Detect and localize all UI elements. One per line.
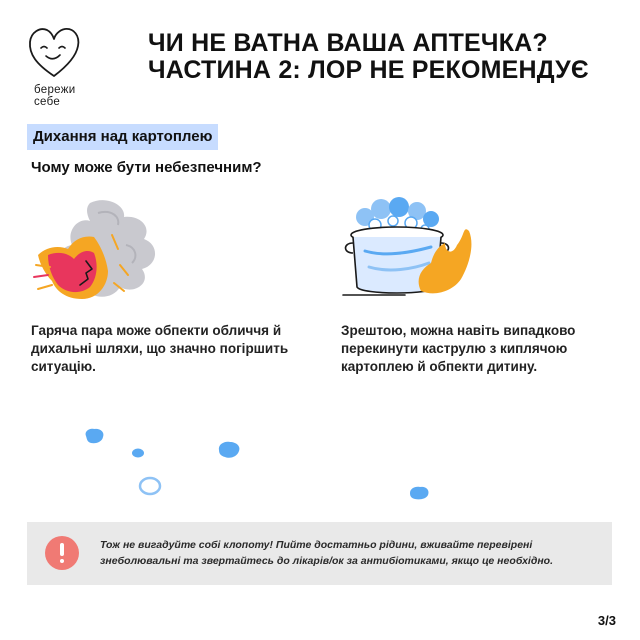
section-label: Дихання над картоплею <box>27 124 218 150</box>
logo-text-line1: бережи <box>34 84 76 96</box>
subheading: Чому може бути небезпечним? <box>31 159 262 176</box>
page-title <box>148 30 628 84</box>
decorative-blob <box>216 440 242 460</box>
notice-box <box>27 522 612 585</box>
boiling-pot-illustration <box>335 195 480 305</box>
decorative-blob <box>130 447 146 459</box>
logo-text <box>34 84 75 108</box>
logo-text-line2: себе <box>34 96 61 108</box>
caption-right: Зрештою, можна навіть випадково перекинути каструлю з киплячою картоплею й обпекти дитину. <box>341 323 576 374</box>
page-counter: 3/3 <box>597 613 616 628</box>
heart-face-icon <box>26 24 82 82</box>
brand-logo <box>26 24 106 114</box>
caption-left: Гаряча пара може обпекти обличчя й дихальні шляхи, що значно погіршить ситуацію. <box>31 323 289 374</box>
steam-burn-illustration <box>28 195 173 310</box>
decorative-ring <box>136 474 164 498</box>
page-title-line1: ЧИ НЕ ВАТНА ВАША АПТЕЧКА? <box>148 29 548 57</box>
decorative-blob <box>82 427 106 445</box>
decorative-blob <box>407 484 431 502</box>
exclamation-icon <box>45 536 79 570</box>
notice-text: Тож не вигадуйте собі клопоту! Пийте достатньо рідини, вживайте перевірені знеболювальні та звертайтесь до лікарів/ок за антибіотиками, якщо це необхідно. <box>100 539 553 567</box>
page-title-line2: ЧАСТИНА 2: ЛОР НЕ РЕКОМЕНДУЄ <box>148 56 589 84</box>
